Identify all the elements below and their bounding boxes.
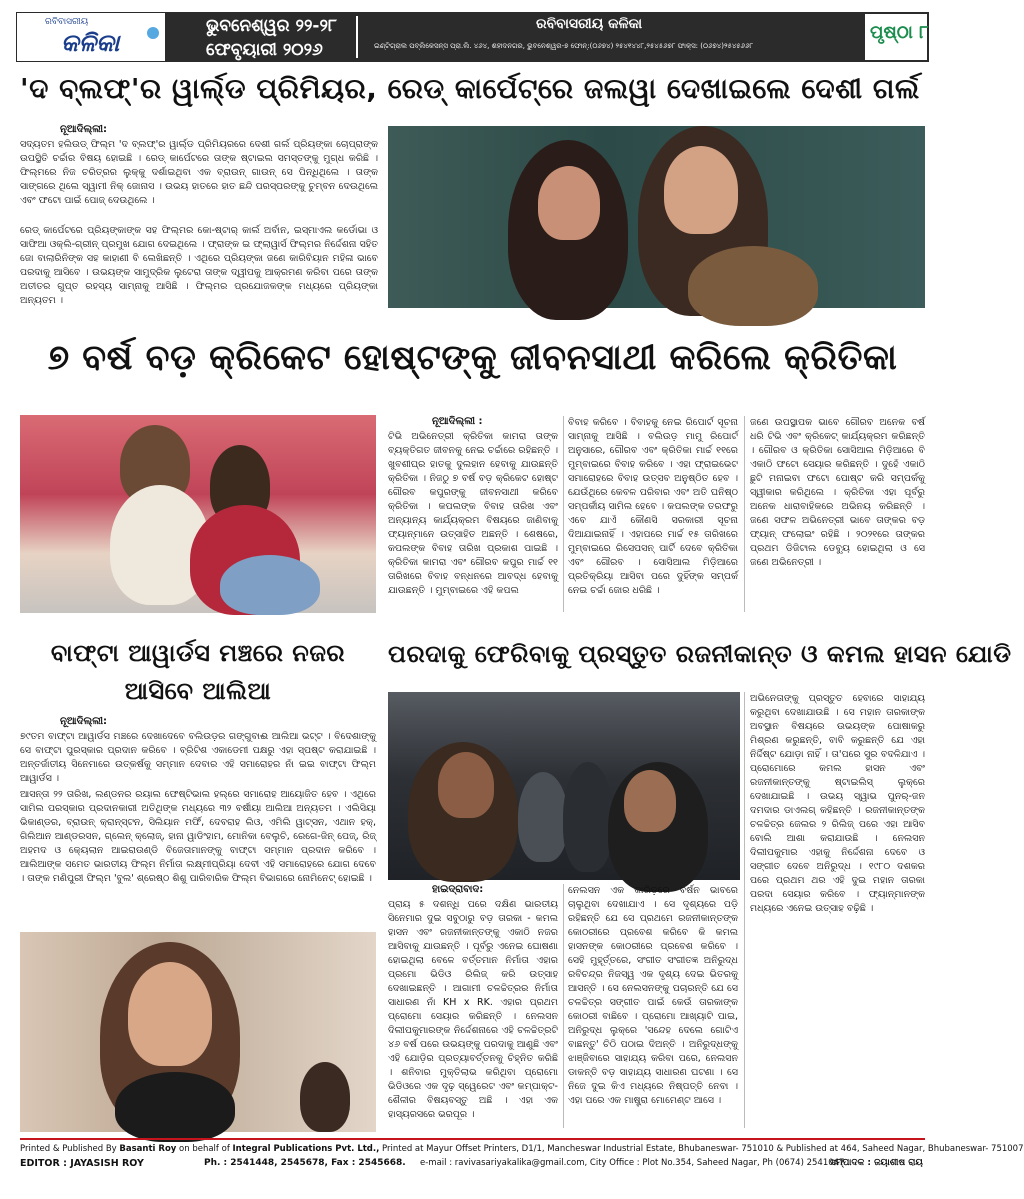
logo-subtitle: ରବିବାସରୀୟ (45, 17, 89, 27)
story4-dateline: ହାଇଦ୍ରାବାଦ: (432, 884, 484, 895)
logo-star-icon (147, 27, 159, 39)
imprint-line (20, 1144, 1024, 1154)
newspaper-logo (16, 12, 166, 62)
story2-column-1: ଟିଭି ଅଭିନେତ୍ରୀ କ୍ରିତିକା କାମରା ତାଙ୍କ ବ୍ୟକ୍ତିଗତ ଜୀବନକୁ ନେଇ ଚର୍ଚ୍ଚାରେ ରହିଛନ୍ତି । ଖୁବଶୀଘ୍ର ହାତକୁ ଦୁଲହାନ ହେବାକୁ ଯାଉଛନ୍ତି କ୍ରିତିକା । ନିଜଠୁ ୭ ବର୍ଷ ବଡ଼ କ୍ରିକେଟ ହୋଷ୍ଟ ଗୌରବ କପୁରଙ୍କୁ ଜୀବନସାଥୀ କରିବେ କ୍ରିତିକା । କପଲଙ୍କ ବିବାହ ତାରିଖ ଏବଂ ଅନ୍ୟାନ୍ୟ କାର୍ଯ୍ୟକ୍ରମ ବିଷୟରେ ଜାଣିବାକୁ ଫ୍ୟାନ୍‌ମାନେ ଉତ୍ସାହିତ ଅଛନ୍ତି । ଶେଷରେ, କପଲଙ୍କ ବିବାହ ତାରିଖ ପ୍ରକାଶ ପାଇଛି । କ୍ରିତିକା କାମରା ଏବଂ ଗୌରବ କପୁର ମାର୍ଚ୍ଚ ୧୧ ତାରିଖରେ ବିବାହ ବନ୍ଧନରେ ଆବଦ୍ଧ ହେବାକୁ ଯାଉଛନ୍ତି । ମୁମ୍ବାଇରେ ଏହି କପଲ (388, 431, 558, 596)
story3-paragraph-1: ୭୯ତମ ବାଫ୍ଟା ଆୱାର୍ଡସ ମଞ୍ଚରେ ଦେଖାଦେବେ ବଲିଉଡ଼ର ଗଙ୍ଗୁବାଈ ଆଲିଆ ଭଟ୍ଟ । ବିଦେଶାଙ୍କୁ ସେ ବାଫ୍ଟା ପୁରସ୍କାର ପ୍ରଦାନ କରିବେ । ବ୍ରିଟିଶ ଏକାଡେମୀ ପକ୍ଷରୁ ଏହା ସ୍ପଷ୍ଟ କରାଯାଇଛି । ଅନ୍ତର୍ଜାତୀୟ ସିନେମାରେ ଉତ୍କର୍ଷକୁ ସମ୍ମାନ ଦେବାର ଏହି ସମାରୋହର ନାଁ ଇଇ ବାଫ୍ଟା ଫିଲ୍ମ ଆୱାର୍ଡସ । (20, 731, 376, 784)
story4-column-1: ପ୍ରାୟ ୫ ଦଶନ୍ଧି ପରେ ଦକ୍ଷିଣ ଭାରତୀୟ ସିନେମାର ଦୁଇ ସବୁଠାରୁ ବଡ଼ ତାରକା - କମଲ ହାସନ ଏବଂ ରଜନୀକାନ୍ତଙ୍କୁ ଏକାଠି ନଜର ଆସିବାକୁ ଯାଉଛନ୍ତି । ପୂର୍ବରୁ ଏନେଇ ଘୋଷଣା ହୋଇଥିଲା ବେଳେ ବର୍ତ୍ତମାନ ନିର୍ମାତା ଏହାର ପ୍ରମୋ ଭିଡିଓ ରିଲିଜ୍ କରି ଉତ୍ସାହ ଦେଖାଇଛନ୍ତି । ଆଗାମୀ ଚଳଚ୍ଚିତ୍ରର ନିର୍ମାତା ସାଧାରଣ ନାଁ KH x RK. ଏହାର ପ୍ରଥମ ପ୍ରୋମୋ ସେୟାର କରିଛନ୍ତି । ନେଲସନ ଦିଲୀପକୁମାରଙ୍କ ନିର୍ଦ୍ଦେଶନାରେ ଏହି ଚଳଚ୍ଚିତ୍ରଟି ୪୬ ବର୍ଷ ପରେ ଉଭୟଙ୍କୁ ପରଦାକୁ ଆଣୁଛି ଏବଂ ଏହି ଯୋଡ଼ିର ପ୍ରତ୍ୟାବର୍ତ୍ତନକୁ ଚିହ୍ନିତ କରିଛି । ଶନିବାର ମୁକ୍ତିଲାଭ କରିଥିବା ପ୍ରୋମୋ ଭିଡିଓରେ ଏକ ଦୃଢ଼ ସ୍ୱେରେଟ ଏବଂ କମ୍ପାକ୍ଟ-ଶୈଳୀର ବିଷୟବସ୍ତୁ ଅଛି । ଏହା ଏକ ହାସ୍ୟରସରେ ଭରପୂର । (388, 899, 558, 1120)
issue-date-line1: ଭୁବନେଶ୍ୱର ୨୨-୨୮ (206, 16, 337, 36)
story3-paragraph-2: ଆସନ୍ତା ୨୨ ତାରିଖ, ଲଣ୍ଡନର ରୟାଲ ଫେଷ୍ଟିଭାଲ ହଲ୍‌ରେ ସମାରୋହ ଆୟୋଜିତ ହେବ । ଏଥିରେ ସାମିଲ ପରସ୍କାର ପ୍ରଦାନକାରୀ ଅତିଥିଙ୍କ ମଧ୍ୟରେ ୩୨ ବର୍ଷୀୟା ଆଲିଆ ଅନ୍ୟତମ । ଏଲିସିୟା ଭିକାଣ୍ଡର, ବ୍ରାଉନ୍ କ୍ରାନ୍‌ସ୍ଟନ, ସିଲିୟାନ ମର୍ଫି, ଦେବରାହ ଲିଓ, ଏମିଲି ୱାଟ୍ସନ, ଏଥାନ ହକ୍, ଗିଲିଆନ ଆଣ୍ଡରସନ, ଗ୍ଲେନ୍ କ୍ଲୋଜ୍, ହାନା ୱାଡିଂହାମ, ମୋନିକା ବେଲୁଚି, ରେଗେ-ଜିନ୍ ପେଜ୍, ରିଜ୍ ଅହମଦ ଓ କ୍ୟେଲାନ ଆଇରାଉଣ୍ଡି ବିଜେତାମାନଙ୍କୁ ବାଫ୍ଟା ସମ୍ମାନ ପ୍ରଦାନ କରିବେ । ଆଲିଆଙ୍କ ସମେତ ଭାରତୀୟ ଫିଲ୍ମ ନିର୍ମାତା ଲକ୍ଷ୍ମୀପ୍ରିୟା ଦେବୀ ଏହି ସମାରୋହରେ ଯୋଗ ଦେବେ । ତାଙ୍କ ମଣିପୁରୀ ଫିଲ୍ମ 'ବୁଲ' ଶ୍ରେଷ୍ଠ ଶିଶୁ ପାରିବାରିକ ଫିଲ୍ମ ବିଭାଗରେ ନୋମିନେଟ୍ ହୋଇଛି । (20, 789, 376, 884)
column-rule (744, 416, 745, 612)
column-rule (563, 884, 564, 1128)
story4-column-3: ଅଭିନେତାଙ୍କୁ ପ୍ରସ୍ତୁତ ହେବାରେ ସାହାଯ୍ୟ କରୁଥିବା ଦେଖାଯାଉଛି । ସେ ମହାନ ତାରକାଙ୍କ ଅବସ୍ଥାନ ବିଷୟରେ ଉଭୟଙ୍କ ପୋଷାକରୁ ମିଶ୍ରଣ କରୁଛନ୍ତି, ବାବି କରୁଛନ୍ତି ଯେ ଏହା ନିର୍ଦ୍ଦିଷ୍ଟ ଯୋଡ଼ା ନାହିଁ । ତା'ପରେ ସୁର ବଦଳିଯାଏ । ପ୍ରୋମୋରେ କମଲ ହାସନ ଏବଂ ରଜନୀକାନ୍ତଙ୍କୁ ଷ୍ଟାଇଲିସ୍ ଲୁକ୍‌ରେ ଦେଖାଯାଇଛି । ଉଭୟ ସ୍ୱାଭ ପୁନର୍-ଜନ ଦମଦାର ଡାଏଲଗ୍ କହିଛନ୍ତି । ରଜନୀକାନ୍ତଙ୍କ ଚଳଚ୍ଚିତ୍ର ଜେଲର ୨ ରିଲିଜ୍ ପରେ ଏହା ଆସିବ ବୋଲି ଆଶା କରାଯାଉଛି । ନେଲସନ ଦିଲୀପକୁମାର ଏହାକୁ ନିର୍ଦ୍ଦେଶନା ଦେବେ ଓ ସଙ୍ଗୀତ ଦେବେ ଅନିରୁଦ୍ଧ । ୧୯୮୦ ଦଶକର ପରେ ପ୍ରଥମ ଥର ଏହି ଦୁଇ ମହାନ ତାରକା ପରଦା ସେୟାର କରିବେ । ଫ୍ୟାନ୍‌ମାନଙ୍କ ମଧ୍ୟରେ ଏନେଇ ଉତ୍ସାହ ବଢ଼ିଛି । (750, 693, 925, 914)
story1-dateline: ନୂଆଦିଲ୍ଲୀ: (60, 124, 108, 135)
footer-rule (20, 1138, 925, 1140)
editor-english: EDITOR : JAYASISH ROY (20, 1158, 144, 1169)
story2-dateline: ନୂଆଦିଲ୍ଲୀ : (432, 416, 483, 427)
story2-column-3: ଜଣେ ଉପସ୍ଥାପକ ଭାବେ ଗୌରବ ଅନେକ ବର୍ଷ ଧରି ଟିଭି ଏବଂ କ୍ରିକେଟ୍ କାର୍ଯ୍ୟକ୍ରମ କରିଛନ୍ତି । ଗୌରବ ଓ କ୍ରିତିକା ସୋସିଆଲ ମିଡ଼ିଆରେ ବି ଏକାଠି ଫଟୋ ସେୟାର କରିଛନ୍ତି । ଦୁହେଁ ଏକାଠି ଛୁଟି ମନାଇବା ଫଟୋ ପୋଷ୍ଟ କରି ସମ୍ପର୍କକୁ ସ୍ୱୀକାର କରିଥିଲେ । କ୍ରିତିକା ଏହା ପୂର୍ବରୁ ଅନେକ ଧାରାବାହିକରେ ଅଭିନୟ କରିଛନ୍ତି । ଜଣେ ସଫଳ ଅଭିନେତ୍ରୀ ଭାବେ ତାଙ୍କର ବଡ଼ ଫ୍ୟାନ୍ ଫଲୋଇଂ ରହିଛି । ୨୦୨୧ରେ ତାଙ୍କର ପ୍ରଥମ ଡିଜିଟାଲ ଡେବ୍ୟୁ ହୋଇଥିଲା ଓ ସେ ଜଣେ ଅଭିନେତ୍ରୀ । (750, 417, 925, 568)
story2-headline: ୭ ବର୍ଷ ବଡ଼ କ୍ରିକେଟ ହୋଷ୍ଟଙ୍କୁ ଜୀବନସାଥୀ କରିଲେ କ୍ରିତିକା (47, 338, 898, 378)
publication-name: ରବିବାସରୀୟ କଳିକା (536, 16, 643, 32)
editor-odia: ସମ୍ପାଦକ : ଜୟାଶୀଷ ରାୟ (830, 1158, 923, 1168)
imprint-on-behalf: on behalf of (179, 1144, 230, 1154)
rajinikanth-kamal-car-photo (388, 692, 740, 880)
story3-headline: ବାଫ୍ଟା ଆୱାର୍ଡସ ମଞ୍ଚରେ ନଜର ଆସିବେ ଆଲିଆ (50, 639, 346, 705)
publication-address: ଇଣ୍ଟିଗ୍ରାଲ ପବ୍ଲିକେସନ୍ସ ପ୍ରା.ଲି. ୪୬୪, ଶହୀଦନଗର, ଭୁବନେଶ୍ୱର-୭ ଫୋନ୍:(୦୬୭୪) ୨୫୪୧୪୪୮,୨୫୪୫୬୭୮ ଫାକ୍ସ: (୦୬୭୪)୨୫୪୫୬୬୮ (374, 42, 754, 50)
story1-paragraph-1: ସଦ୍ୟତମ ହଲିଉଡ୍ ଫିଲ୍ମ 'ଦ ବ୍ଲଫ୍'ର ୱାର୍ଲ୍ଡ ପ୍ରିମିୟରରେ ଦେଶୀ ଗର୍ଲ ପ୍ରିୟଙ୍କା ଚୋପ୍ରାଙ୍କ ଉପସ୍ଥିତି ଚର୍ଚ୍ଚାର ବିଷୟ ହୋଇଛି । ରେଡ୍ କାର୍ପେଟରେ ତାଙ୍କ ଷ୍ଟାଇଲ ସମସ୍ତଙ୍କୁ ମୁଗ୍ଧ କରିଛି । ଫିଲ୍ମରେ ନିଜ ଚରିତ୍ରର ଲୁକ୍‌କୁ ଦର୍ଶାଇଥିବା ଏକ ବ୍ରାଉନ୍ ଗାଉନ୍ ସେ ପିନ୍ଧିଥିଲେ । ତାଙ୍କ ସାଙ୍ଗରେ ଥିଲେ ସ୍ୱାମୀ ନିକ୍ ଜୋନାସ । ଉଭୟ ହାତରେ ହାତ ଛନ୍ଦି ପରସ୍ପରଙ୍କୁ ଚୁମ୍ବନ ଦେଉଥିଲେ ଏବଂ ଫଟୋ ପାଇଁ ପୋଜ୍ ଦେଉଥିଲେ । (20, 139, 378, 206)
column-rule (563, 416, 564, 612)
masthead-divider (356, 16, 358, 58)
email-city-office: e-mail : ravivasariyakalika@gmail.com, City Office : Plot No.354, Saheed Nagar, Ph (0674) 2541047 (420, 1158, 845, 1168)
priyanka-nick-photo (388, 126, 925, 308)
imprint-label: Printed & Published By (20, 1144, 117, 1154)
kritika-gaurav-photo (20, 415, 376, 613)
alia-photo (20, 932, 376, 1132)
story1-headline: 'ଦ ବ୍ଲଫ୍'ର ୱାର୍ଲ୍ଡ ପ୍ରିମିୟର, ରେଡ୍ କାର୍ପେଟ୍‌ରେ ଜଲୱା ଦେଖାଇଲେ ଦେଶୀ ଗର୍ଲ (20, 72, 920, 105)
phone-fax: Ph. : 2541448, 2545678, Fax : 2545668. (204, 1158, 406, 1168)
masthead (16, 12, 929, 62)
story4-headline: ପରଦାକୁ ଫେରିବାକୁ ପ୍ରସ୍ତୁତ ରଜନୀକାନ୍ତ ଓ କମଲ ହାସନ ଯୋଡି (388, 640, 1012, 668)
column-rule (744, 692, 745, 1128)
company-name: Integral Publications Pvt. Ltd., (232, 1144, 380, 1154)
page-number: ପୃଷ୍ଠା ୮ (870, 22, 929, 43)
printer-address: Printed at Mayur Offset Printers, D1/1, Mancheswar Industrial Estate, Bhubaneswar- 751010 & Published at 464, Saheed Nagar, Bhubaneswar- 751007 (382, 1144, 1024, 1154)
logo-title: କଳିକା (61, 29, 120, 57)
issue-date-line2: ଫେବୃୟାରୀ ୨୦୨୬ (206, 40, 323, 60)
story2-column-2: ବିବାହ କରିବେ । ବିବାହକୁ ନେଇ ରିପୋର୍ଟ ସୂଚନା ସାମ୍ନାକୁ ଆସିଛି । ବଲିଉଡ଼ ମାମୁ ରିପୋର୍ଟ ଅନୁସାରେ, ଗୌରବ ଏବଂ କ୍ରିତିକା ମାର୍ଚ୍ଚ ୧୧ରେ ମୁମ୍ବାଇରେ ବିବାହ କରିବେ । ଏହା ଫ୍ରାଇଭେଟ ସମାରୋହରେ ବିବାହ ଉତ୍ସବ ଅନୁଷ୍ଠିତ ହେବ । ଯେଉଁଥିରେ କେବଳ ପରିବାର ଏବଂ ଅତି ଘନିଷ୍ଠ ସମ୍ପର୍କୀୟ ସାମିଲ ହେବେ । କପଲଙ୍କ ତରଫରୁ ଏବେ ଯାଏଁ କୌଣସି ସରକାରୀ ସୂଚନା ଦିଆଯାଇନାହିଁ । ଏହାପରେ ମାର୍ଚ୍ଚ ୧୫ ତାରିଖରେ ମୁମ୍ବାଇରେ ରିସେପସନ୍ ପାର୍ଟି ଦେବେ କ୍ରିତିକା ଏବଂ ଗୌରବ । ସୋସିଆଲ ମିଡ଼ିଆରେ ପ୍ରତିକ୍ରିୟା ଆସିବା ପରେ ଦୁହିଁଙ୍କ ସମ୍ପର୍କ ନେଇ ଚର୍ଚ୍ଚା ଜୋର ଧରିଛି । (568, 417, 738, 596)
story3-dateline: ନୂଆଦିଲ୍ଲୀ: (60, 716, 108, 727)
story1-paragraph-2: ରେଡ୍ କାର୍ପେଟରେ ପ୍ରିୟଙ୍କାଙ୍କ ସହ ଫିଲ୍ମର କୋ-ଷ୍ଟାର୍ କାର୍ଲ ଅର୍ବାନ, ଇସ୍ମାଏଲ କର୍ଡୋଭା ଓ ସାଫିଆ ଓକ୍ଲି-ଗ୍ରୀନ୍ ପ୍ରମୁଖ ଯୋଗ ଦେଇଥିଲେ । ଫ୍ରାଙ୍କ ଇ ଫ୍ଲାୱାର୍ସ ଫିଲ୍ମର ନିର୍ଦ୍ଦେଶନା ସହିତ ଜୋ ବାଲାରିନିଙ୍କ ସହ କାହାଣୀ ବି ଲେଖିଛନ୍ତି । ଏଥିରେ ପ୍ରିୟଙ୍କା ଜଣେ କାରିବିୟାନ ମହିଳା ଭାବେ ପରଦାକୁ ଆସିବେ । ଉଭୟଙ୍କ ସାମୁଦ୍ରିକ ଲୁଟେରା ତାଙ୍କ ଦ୍ୱୀପକୁ ଆକ୍ରମଣ କରିବା ପରେ ତାଙ୍କ ଅତୀତର ଗୁପ୍ତ ରହସ୍ୟ ସାମ୍ନାକୁ ଆସିଛି । ଫିଲ୍ମର ପ୍ରଯୋଜକଙ୍କ ମଧ୍ୟରେ ପ୍ରିୟଙ୍କା ଅନ୍ୟତମ । (20, 225, 378, 306)
story4-column-2: ନେଲସନ ଏକ କାରିଡ଼ରେ ବର୍ଷନ ଭାବରେ ଚାଲୁଥିବା ଦେଖାଯାଏ । ସେ ଦୃଶ୍ୟରେ ପଡ଼ି ରହିଛନ୍ତି ଯେ ସେ ପ୍ରଥମେ ରଜନୀକାନ୍ତଙ୍କ କୋଠରୀରେ ପ୍ରବେଶ କରିବେ କି କମଲ ହାସନଙ୍କ କୋଠରୀରେ ପ୍ରବେଶ କରିବେ । ସେହି ମୁହୂର୍ତ୍ତରେ, ସଂଗୀତ ସଂଗୀତଜ୍ଞ ଅନିରୁଦ୍ଧ ରବିଚନ୍ଦ୍ର ନିଜସ୍ୱ ଏକ ଦୃଶ୍ୟ ଦେଇ ଭିତରକୁ ଆସନ୍ତି । ସେ ନେଲସନଙ୍କୁ ପଚାରନ୍ତି ଯେ ସେ ଚଳଚ୍ଚିତ୍ର ସଙ୍ଗୀତ ପାଇଁ କେଉଁ ତାରକାଙ୍କ କୋଠରୀ ବାଛିବେ । ପ୍ରୋମୋ ଆଖ୍ୟାଟି ପାଇ, ଅନିରୁଦ୍ଧ ଲୁକ୍‌ରେ 'ସନ୍ଦେହ ଦେଲେ ଗୋଟିଏ ବାଛନ୍ତୁ' ଚିଠି ପଠାଇ ଦିଅନ୍ତି । ଅନିରୁଦ୍ଧଙ୍କୁ ଝାଞ୍ଜିବାରେ ସାହାଯ୍ୟ କରିବା ପରେ, ନେଲସନ ଡାକନ୍ତି ବଡ଼ ସାହାଯ୍ୟ ସାଧାରଣ ଘଟଣା । ସେ ନିଜେ ଦୁଇ କିଏ ମଧ୍ୟରେ ନିଷ୍ପତ୍ତି ନେବା । ଏହା ପରେ ଏକ ମାଷ୍ଟ୍ରା ମୋମେଣ୍ଟ ଆସେ । (568, 885, 738, 1106)
publisher-name: Basanti Roy (119, 1144, 177, 1154)
